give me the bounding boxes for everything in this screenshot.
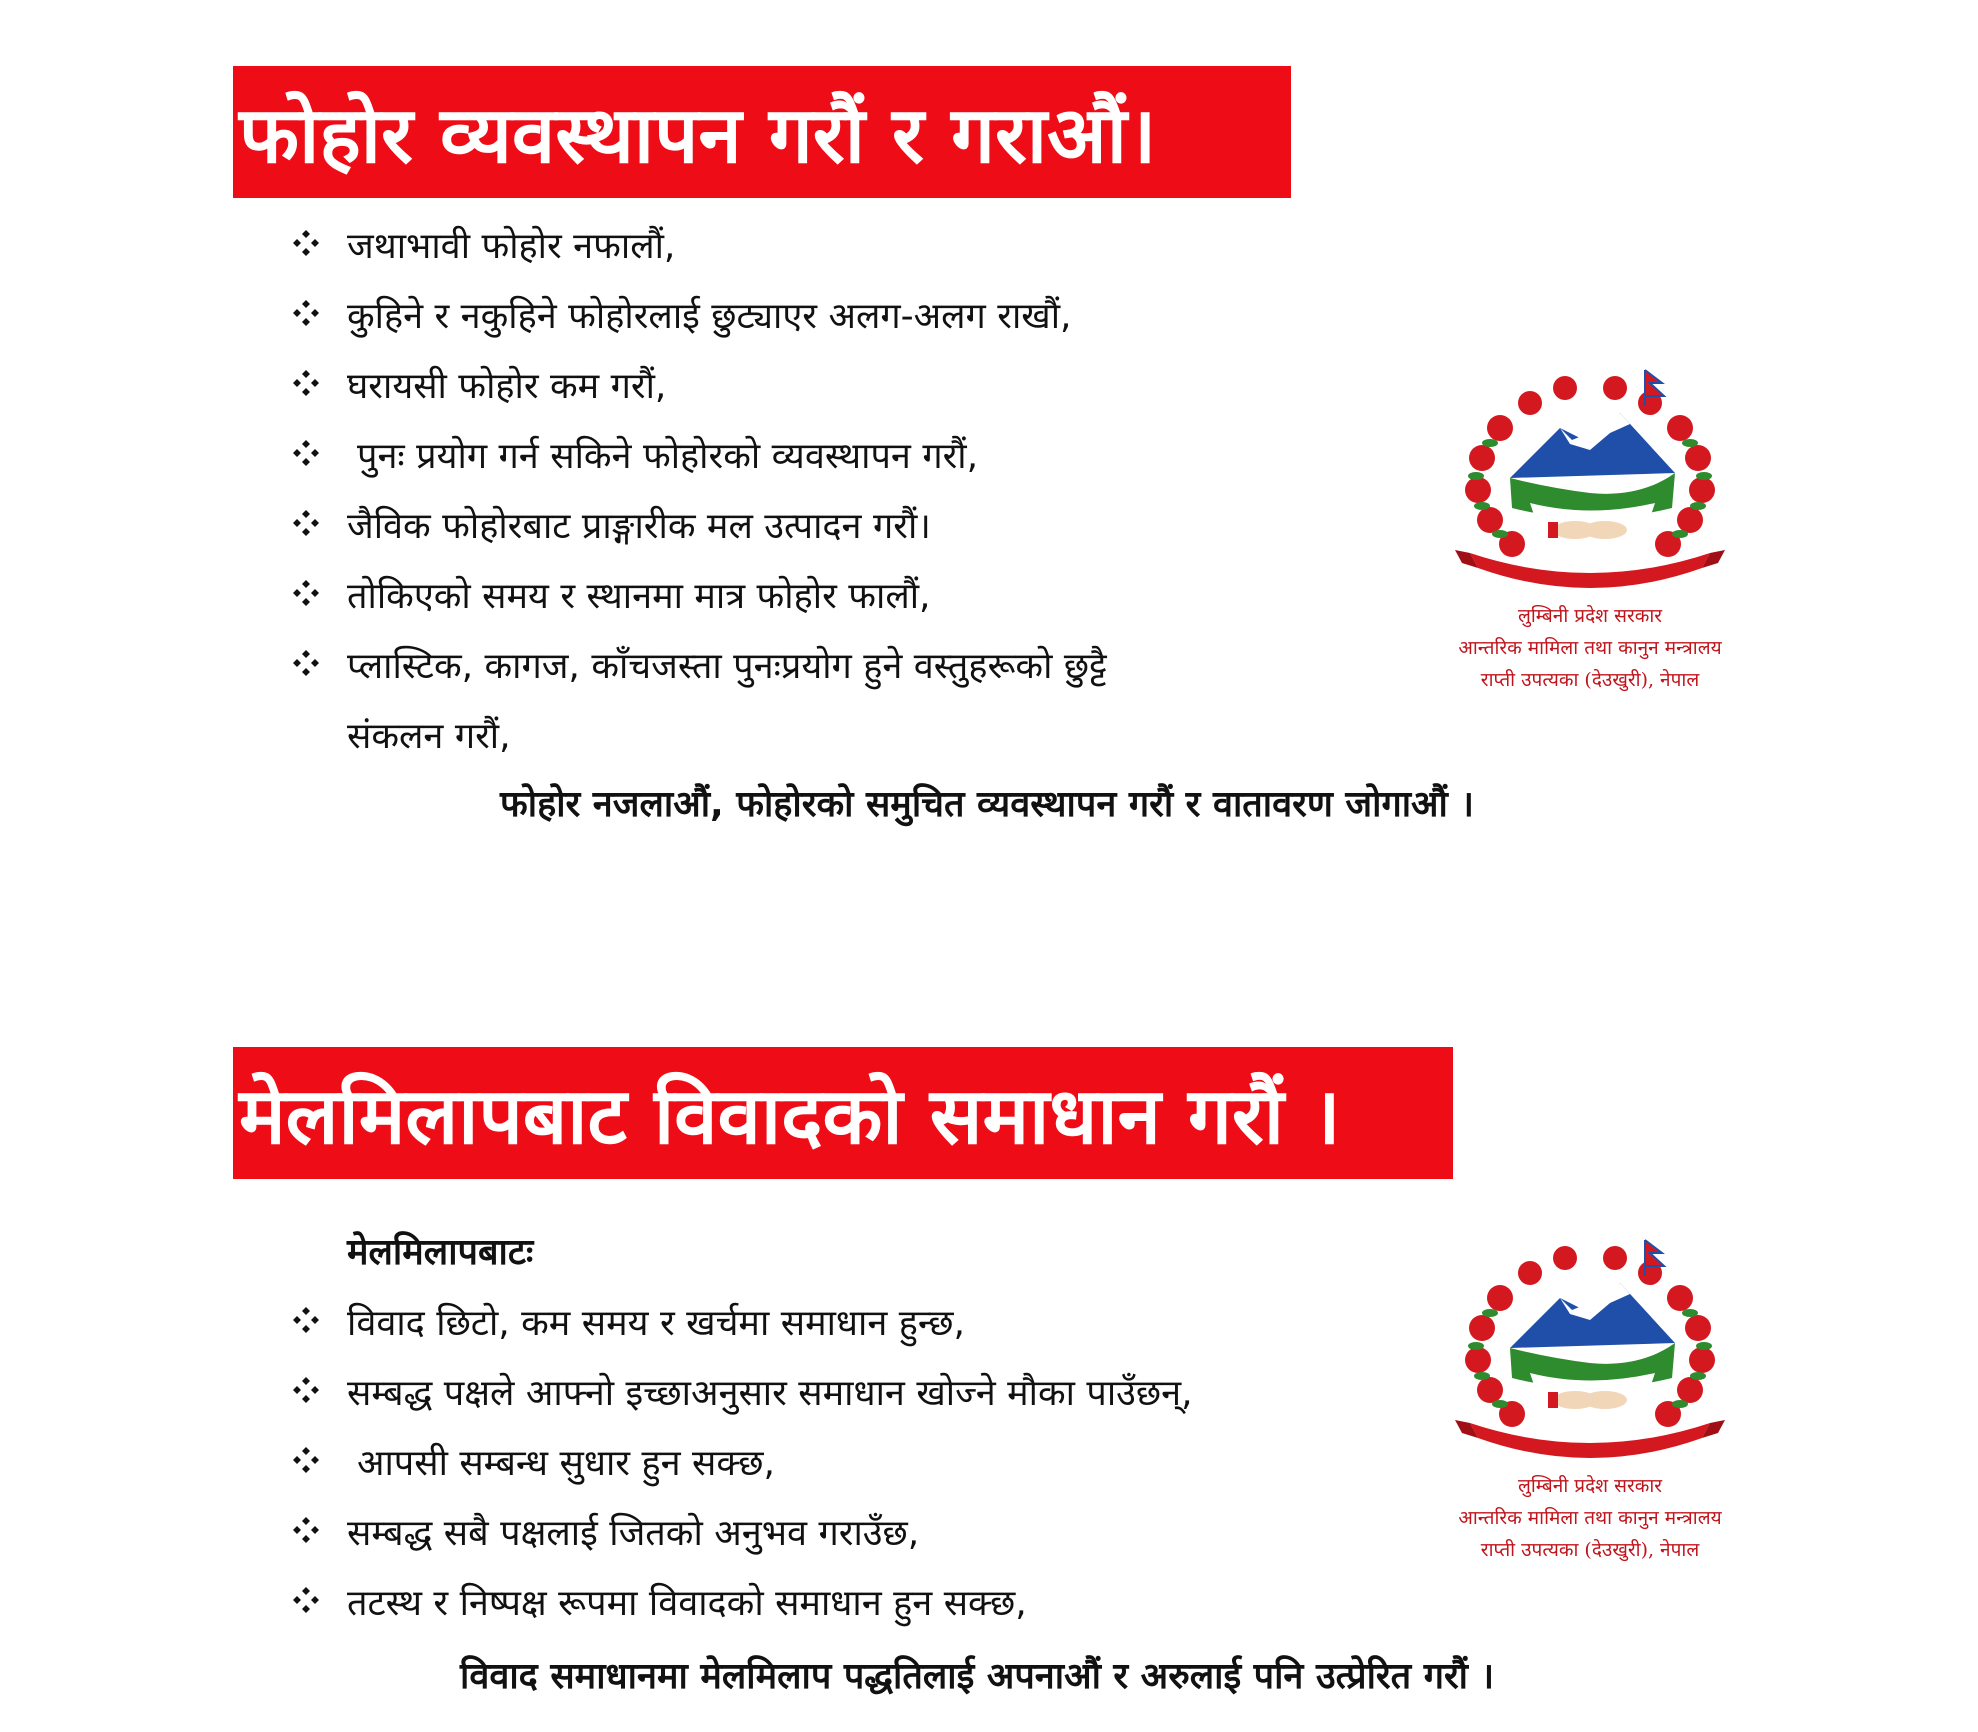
diamond-bullet-icon — [291, 578, 321, 608]
caption-line: लुम्बिनी प्रदेश सरकार — [1517, 1475, 1663, 1497]
diamond-bullet-icon — [291, 228, 321, 258]
diamond-bullet-icon — [291, 368, 321, 398]
diamond-bullet-icon — [291, 1305, 321, 1335]
diamond-bullet-icon — [291, 1445, 321, 1475]
reconciliation-benefits-list: विवाद छिटो, कम समय र खर्चमा समाधान हुन्छ, सम्बद्ध पक्षले आफ्नो इच्छाअनुसार समाधान खोज्ने मौका पाउँछन्, आपसी सम्बन्ध सुधार हुन सक्छ, सम्बद्ध सबै पक्षलाई जितको अनुभव गराउँछ, तटस्थ र निष्पक्ष रूपमा विवादको समाधान हुन सक्छ, — [291, 1297, 1441, 1637]
emblem-block-2 — [1420, 1228, 1760, 1566]
caption-line: आन्तरिक मामिला तथा कानुन मन्त्रालय — [1458, 637, 1722, 659]
diamond-bullet-icon — [291, 1515, 321, 1545]
banner-title: फोहोर व्यवस्थापन गरौं र गराऔं। — [239, 91, 1157, 181]
caption-line: लुम्बिनी प्रदेश सरकार — [1517, 605, 1663, 627]
reconciliation-closing-slogan: विवाद समाधानमा मेलमिलाप पद्धतिलाई अपनाऔं र अरुलाई पनि उत्प्रेरित गरौं । — [460, 1656, 1495, 1697]
waste-closing-slogan: फोहोर नजलाऔं, फोहोरको समुचित व्यवस्थापन गरौं र वातावरण जोगाऔं । — [500, 784, 1475, 825]
caption-line: राप्ती उपत्यका (देउखुरी), नेपाल — [1480, 1539, 1700, 1561]
caption-line: आन्तरिक मामिला तथा कानुन मन्त्रालय — [1458, 1507, 1722, 1529]
waste-tips-list: जथाभावी फोहोर नफालौं, कुहिने र नकुहिने फोहोरलाई छुट्याएर अलग-अलग राखौं, घरायसी फोहोर कम गरौं, पुनः प्रयोग गर्न सकिने फोहोरको व्यवस्थापन गरौं, जैविक फोहोरबाट प्राङ्गारीक मल उत्पादन गरौं। तोकिएको समय र स्थानमा मात्र फोहोर फालौं, प्लास्टिक, कागज, काँचजस्ता पुनःप्रयोग हुने वस्तुहरूको छुट्टै संकलन गरौं, — [291, 220, 1391, 760]
waste-management-banner — [233, 66, 1291, 198]
nepal-coat-of-arms-icon — [1440, 1228, 1740, 1458]
diamond-bullet-icon — [291, 648, 321, 678]
diamond-bullet-icon — [291, 298, 321, 328]
diamond-bullet-icon — [291, 438, 321, 468]
emblem-block-1 — [1420, 358, 1760, 696]
subheading: मेलमिलापबाटः — [347, 1232, 534, 1273]
caption-line: राप्ती उपत्यका (देउखुरी), नेपाल — [1480, 669, 1700, 691]
emblem-caption — [1420, 600, 1760, 696]
banner-title: मेलमिलापबाट विवादको समाधान गरौं । — [239, 1072, 1341, 1162]
diamond-bullet-icon — [291, 508, 321, 538]
nepal-coat-of-arms-icon — [1440, 358, 1740, 588]
emblem-caption — [1420, 1470, 1760, 1566]
reconciliation-banner — [233, 1047, 1453, 1179]
diamond-bullet-icon — [291, 1585, 321, 1615]
diamond-bullet-icon — [291, 1375, 321, 1405]
